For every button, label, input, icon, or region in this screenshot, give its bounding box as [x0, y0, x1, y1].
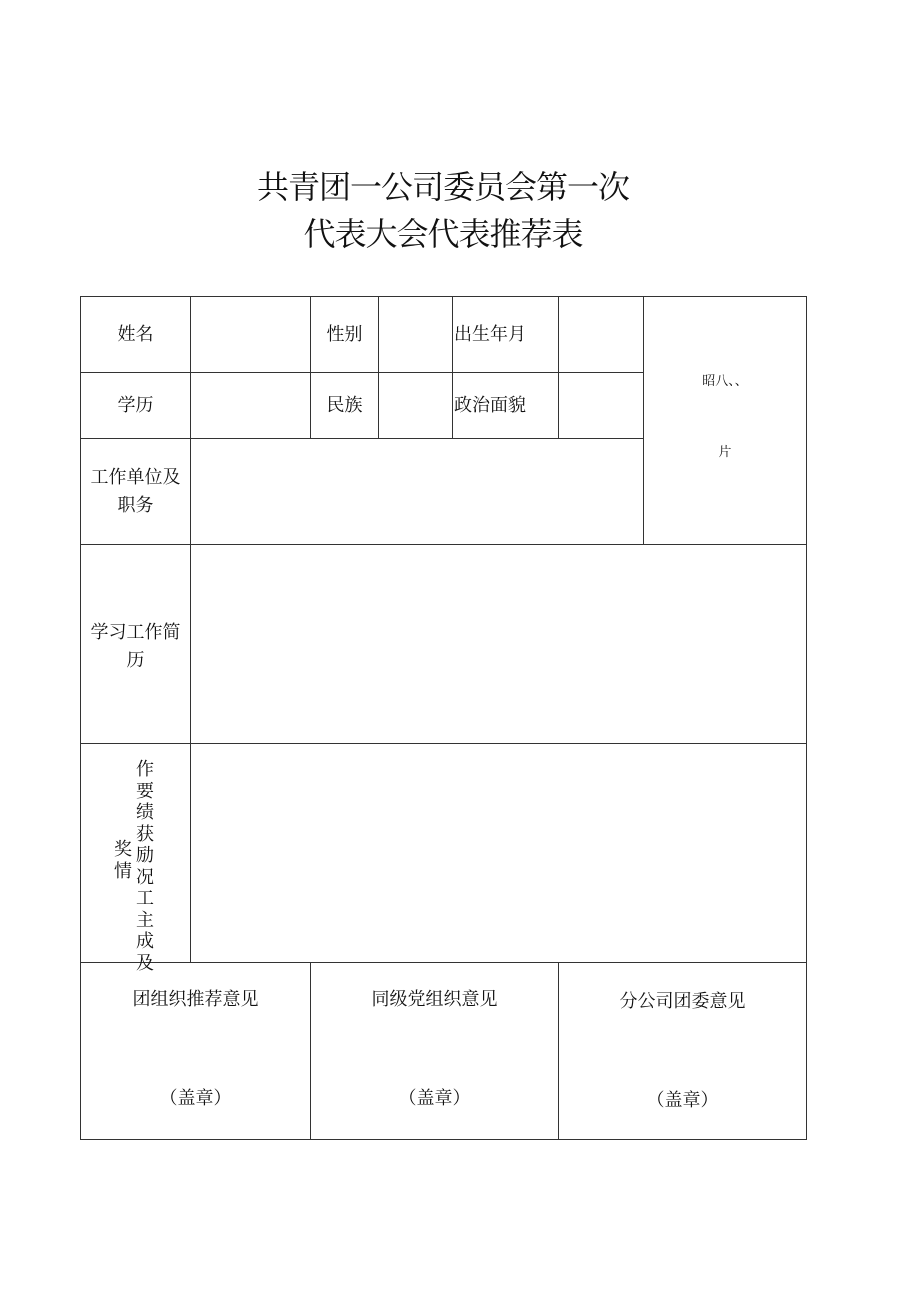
league-opinion-field[interactable]	[81, 963, 310, 1139]
achievements-label-column-right: 作要绩获励况工主成及	[136, 759, 154, 974]
border-right	[806, 296, 807, 1140]
political-status-field[interactable]	[559, 373, 643, 438]
workplace-field[interactable]	[191, 439, 643, 544]
resume-label-line-1: 学习工作简	[90, 622, 181, 643]
party-opinion-label: 同级党组织意见	[371, 989, 498, 1010]
resume-field[interactable]	[191, 545, 806, 743]
education-label: 学历	[117, 395, 154, 416]
resume-label-line-2: 历	[126, 650, 145, 671]
name-label: 姓名	[117, 324, 154, 345]
achievements-field[interactable]	[191, 744, 806, 962]
photo-label-line-2: 片	[718, 445, 732, 460]
league-opinion-label: 团组织推荐意见	[132, 989, 259, 1010]
workplace-label-line-1: 工作单位及	[90, 467, 181, 488]
seal-label-2: （盖章）	[398, 1088, 471, 1109]
achievements-label-column-left: 奖情	[114, 839, 132, 882]
rule-col-birth-label	[452, 296, 453, 438]
recommendation-form	[80, 296, 807, 1140]
workplace-label-line-2: 职务	[117, 495, 154, 516]
border-bottom	[80, 1139, 807, 1140]
gender-field[interactable]	[379, 297, 452, 372]
gender-label: 性别	[326, 324, 363, 345]
education-field[interactable]	[191, 373, 310, 438]
ethnicity-label: 民族	[326, 395, 363, 416]
form-title-line-1: 共青团一公司委员会第一次	[256, 168, 629, 206]
name-field[interactable]	[191, 297, 310, 372]
ethnicity-field[interactable]	[379, 373, 452, 438]
political-status-label: 政治面貌	[454, 395, 526, 416]
birth-label: 出生年月	[454, 324, 526, 345]
photo-box[interactable]	[644, 297, 806, 544]
birth-field[interactable]	[559, 297, 643, 372]
seal-label-3: （盖章）	[646, 1090, 719, 1111]
party-opinion-field[interactable]	[311, 963, 558, 1139]
branch-opinion-label: 分公司团委意见	[619, 991, 746, 1012]
form-title-line-2: 代表大会代表推荐表	[303, 215, 583, 253]
photo-label-line-1: 昭八、、	[702, 374, 748, 389]
seal-label-1: （盖章）	[159, 1088, 232, 1109]
